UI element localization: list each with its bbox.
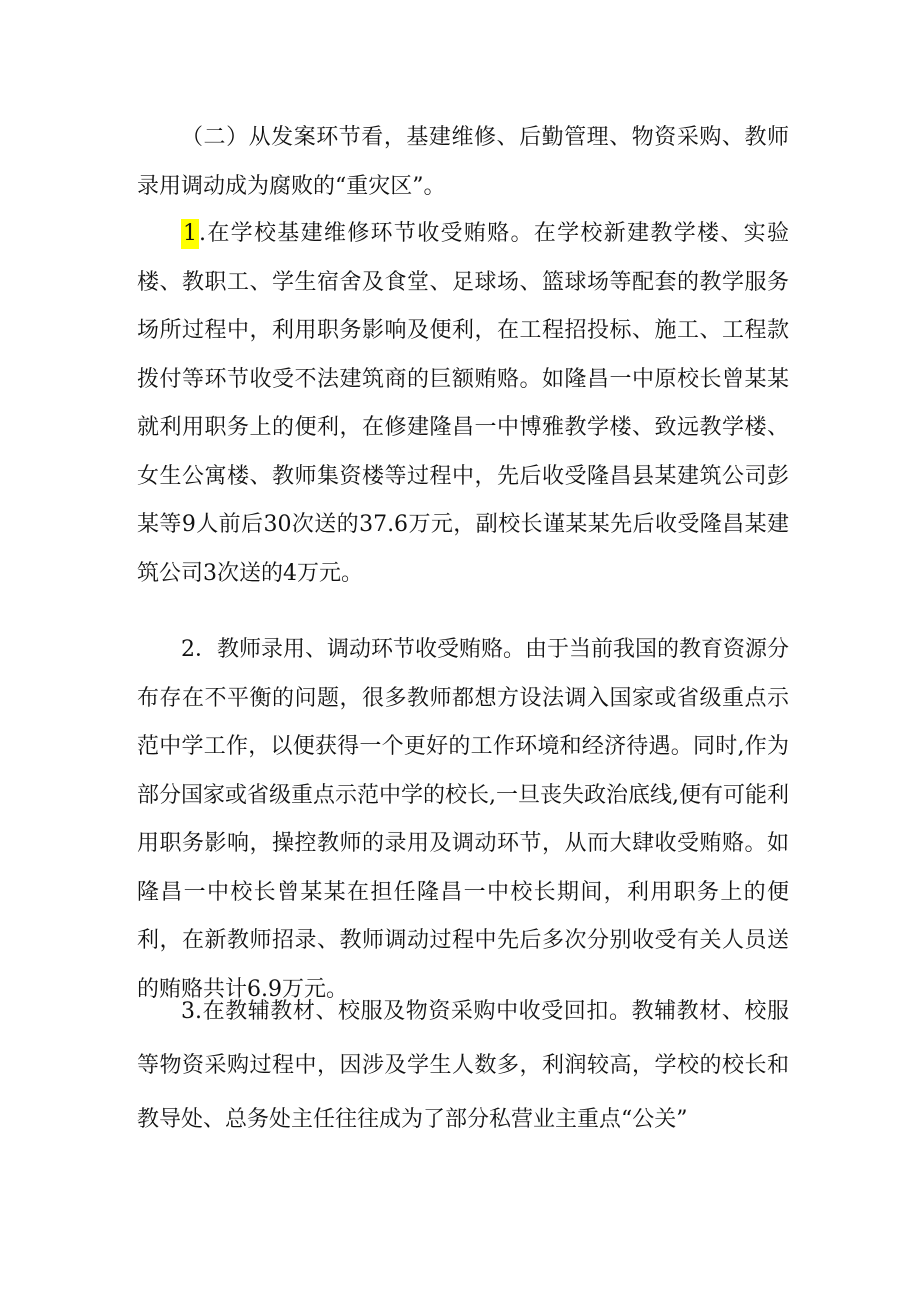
paragraph-item-1 [137, 210, 789, 598]
paragraph-item-3: 3.在教辅教材、校服及物资采购中收受回扣。教辅教材、校服等物资采购过程中，因涉及学生人数多，利润较高，学校的校长和教导处、总务处主任往往成为了部分私营业主重点“公关” [137, 999, 789, 1132]
highlighted-item-number: 1 [181, 219, 199, 249]
paragraph-item-1-text: .在学校基建维修环节收受贿赂。在学校新建教学楼、实验楼、教职工、学生宿舍及食堂、足球场、篮球场等配套的教学服务场所过程中，利用职务影响及便利，在工程招投标、施工、工程款拨付等环节收受不法建筑商的巨额贿赂。如隆昌一中原校长曾某某就利用职务上的便利，在修建隆昌一中博雅教学楼、致远教学楼、女生公寓楼、教师集资楼等过程中，先后收受隆昌县某建筑公司彭某等9人前后30次送的37.6万元，副校长谨某某先后收受隆昌某建筑公司3次送的4万元。 [137, 221, 789, 586]
paragraph-item-2: 2．教师录用、调动环节收受贿赂。由于当前我国的教育资源分布存在不平衡的问题，很多教师都想方设法调入国家或省级重点示范中学工作，以便获得一个更好的工作环境和经济待遇。同时,作为部分国家或省级重点示范中学的校长,一旦丧失政治底线,便有可能利用职务影响，操控教师的录用及调动环节，从而大肆收受贿赂。如隆昌一中校长曾某某在担任隆昌一中校长期间，利用职务上的便利，在新教师招录、教师调动过程中先后多次分别收受有关人员送的贿赂共计6.9万元。 [137, 637, 789, 1002]
paragraph-section-heading: （二）从发案环节看，基建维修、后勤管理、物资采购、教师录用调动成为腐败的“重灾区”。 [137, 125, 789, 199]
